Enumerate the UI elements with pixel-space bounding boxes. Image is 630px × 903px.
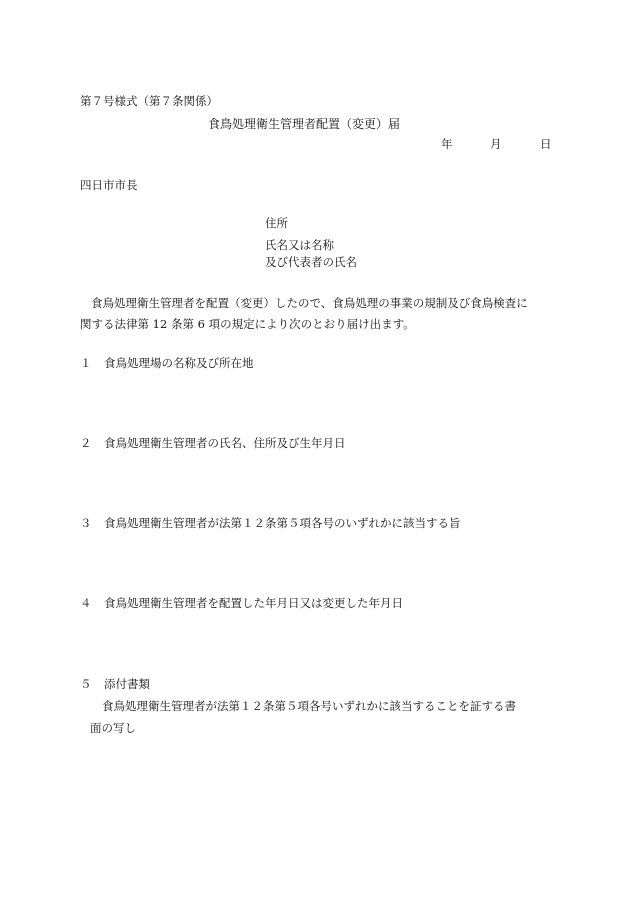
date-month-label: 月: [490, 137, 502, 151]
form-number: 第７号様式（第７条関係）: [80, 94, 218, 108]
attachment-detail-line-1: 食鳥処理衛生管理者が法第１２条第５項各号いずれかに該当することを証する書: [102, 699, 516, 713]
section-label: 食鳥処理場の名称及び所在地: [104, 356, 254, 370]
date-year-label: 年: [441, 137, 453, 151]
addressee: 四日市市長: [80, 178, 138, 192]
section-number: ３: [80, 516, 92, 530]
section-assignment-date: [80, 598, 403, 610]
section-number: ４: [80, 596, 92, 610]
document-title: 食鳥処理衛生管理者配置（変更）届: [208, 117, 401, 131]
section-number: １: [80, 356, 92, 370]
date-day-label: 日: [540, 137, 552, 151]
applicant-representative-label: 及び代表者の氏名: [265, 255, 357, 269]
attachment-detail-line-2: 面の写し: [90, 721, 136, 735]
section-qualification: [80, 518, 461, 530]
section-facility: [80, 358, 254, 370]
section-label: 食鳥処理衛生管理者を配置した年月日又は変更した年月日: [104, 596, 403, 610]
applicant-address-label: 住所: [265, 216, 288, 230]
section-manager-info: [80, 438, 346, 450]
statement-line-1: 食鳥処理衛生管理者を配置（変更）したので、食鳥処理の事業の規制及び食鳥検査に: [91, 296, 528, 310]
attachment-detail: [90, 695, 560, 739]
section-number: ５: [80, 677, 92, 691]
section-label: 食鳥処理衛生管理者の氏名、住所及び生年月日: [104, 436, 346, 450]
section-attachments: [80, 679, 150, 691]
section-label: 添付書類: [104, 677, 150, 691]
section-number: ２: [80, 436, 92, 450]
section-label: 食鳥処理衛生管理者が法第１２条第５項各号のいずれかに該当する旨: [104, 516, 461, 530]
statement-line-2: 関する法律第 12 条第 6 項の規定により次のとおり届け出ます。: [80, 317, 415, 331]
notification-statement: [80, 293, 555, 335]
applicant-name-label: 氏名又は名称: [265, 238, 334, 252]
